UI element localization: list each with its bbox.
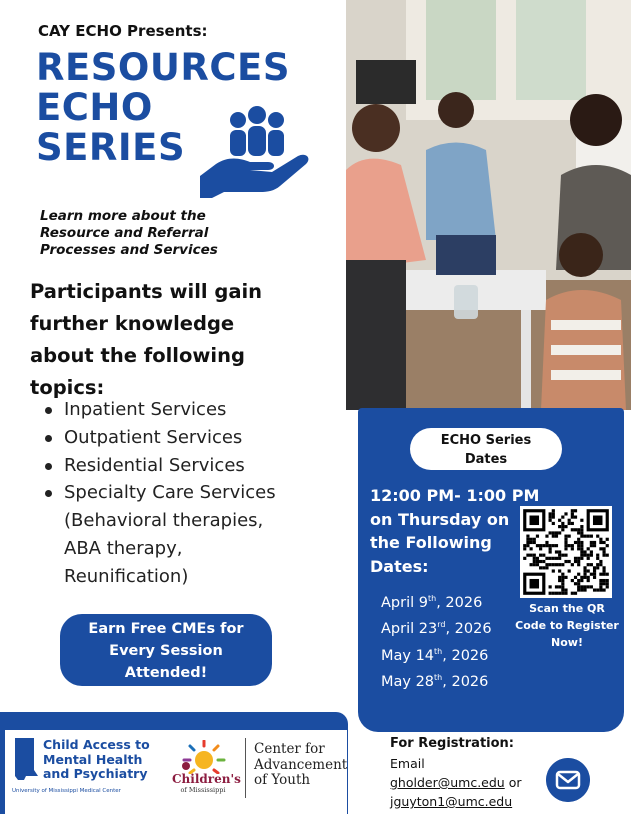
cme-line: Every Session (109, 643, 223, 659)
date-item (381, 614, 521, 640)
email-line-1 (390, 775, 522, 790)
title-line: RESOURCES (36, 46, 290, 89)
bullet-icon (45, 407, 52, 414)
hand-with-people-icon (198, 106, 316, 198)
date-year: , 2026 (442, 673, 489, 690)
bullet-icon (45, 463, 52, 470)
topic-line: Residential Services (64, 454, 245, 476)
date-item (381, 588, 521, 614)
date-text: May 28 (381, 673, 435, 690)
dates-pill-line: ECHO Series (440, 433, 532, 448)
date-suffix: th (427, 594, 437, 603)
date-text: May 14 (381, 647, 435, 664)
time-line: on Thursday on (370, 509, 510, 529)
session-time (370, 484, 540, 578)
qr-caption-line: Code to Register (515, 619, 619, 632)
presenter-label: CAY ECHO Presents: (38, 22, 208, 40)
topic-item (42, 396, 342, 424)
date-text: April 9 (381, 594, 428, 611)
qr-code-icon[interactable] (520, 506, 612, 598)
topic-item (42, 424, 342, 452)
topic-line: Specialty Care Services (64, 482, 276, 504)
date-item (381, 641, 521, 667)
title-line: ECHO (36, 86, 153, 129)
subtitle-line: Learn more about the (40, 208, 206, 224)
time-line: 12:00 PM- 1:00 PM (370, 486, 540, 505)
intro-heading (30, 276, 320, 404)
intro-line: Participants will gain (30, 280, 263, 303)
topic-item (42, 452, 342, 480)
or-text: or (504, 775, 522, 790)
date-suffix: th (434, 646, 443, 656)
cam-name-line: Mental Health (43, 751, 143, 767)
childrens-logo-name: Children's (172, 772, 241, 786)
cam-name-line: Child Access to (43, 737, 150, 752)
topic-line: Inpatient Services (64, 399, 227, 420)
topic-list (42, 396, 342, 591)
dates-list (381, 588, 521, 693)
mississippi-state-icon (12, 736, 40, 782)
logo-divider (245, 738, 246, 798)
email-link-1[interactable]: gholder@umc.edu (390, 775, 505, 790)
cme-line: Earn Free CMEs for (88, 621, 244, 637)
cay-name-line: Center for (254, 741, 325, 757)
topic-line: Outpatient Services (64, 426, 243, 448)
date-suffix: th (434, 672, 443, 682)
cay-name-line: Advancement (254, 756, 348, 773)
email-link-2[interactable]: jguyton1@umc.edu (390, 794, 513, 809)
date-year: , 2026 (442, 647, 489, 664)
subtitle (40, 208, 300, 259)
time-line: Dates: (370, 556, 429, 576)
intro-line: topics: (30, 376, 105, 399)
intro-line: about the following (30, 344, 245, 367)
dates-pill (410, 428, 562, 470)
email-label: Email (390, 756, 425, 771)
qr-caption (512, 600, 622, 651)
dates-pill-line: Dates (464, 452, 508, 467)
date-year: , 2026 (445, 621, 492, 638)
childrens-logo-subtitle: of Mississippi (180, 786, 226, 794)
date-text: April 23 (381, 621, 438, 638)
cme-line: Attended! (124, 665, 208, 681)
family-meeting-photo (346, 0, 631, 410)
cam-logo-subtitle: University of Mississippi Medical Center (12, 788, 121, 794)
subtitle-line: Processes and Services (40, 242, 218, 258)
topic-line: (Behavioral therapies, (64, 510, 264, 532)
cam-name-line: and Psychiatry (43, 766, 148, 781)
date-suffix: rd (437, 620, 446, 630)
title-line: SERIES (36, 126, 186, 169)
topic-item (42, 479, 342, 590)
topic-line: Reunification) (64, 565, 189, 587)
qr-caption-line: Scan the QR (529, 602, 605, 615)
subtitle-line: Resource and Referral (40, 225, 209, 241)
cam-logo-name (43, 738, 153, 782)
bullet-icon (45, 490, 52, 497)
cay-name-line: of Youth (254, 772, 311, 788)
time-line: the Following (370, 533, 492, 552)
childrens-sun-icon (174, 740, 230, 774)
date-year: , 2026 (436, 594, 483, 611)
cay-logo-name (254, 741, 348, 789)
qr-caption-line: Now! (551, 636, 583, 649)
mail-icon[interactable] (546, 758, 590, 802)
earn-cme-button[interactable] (60, 614, 272, 686)
date-item (381, 667, 521, 693)
topic-line: ABA therapy, (64, 537, 183, 559)
intro-line: further knowledge (30, 312, 235, 335)
bullet-icon (45, 435, 52, 442)
registration-heading: For Registration: (390, 736, 515, 751)
